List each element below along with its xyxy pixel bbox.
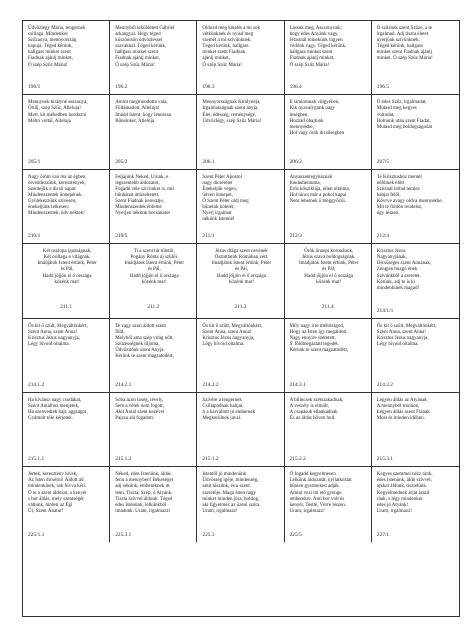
song-number: 212/3 xyxy=(289,233,302,240)
song-card-grid xyxy=(22,20,460,617)
song-number: 211/1 xyxy=(202,233,215,240)
song-card xyxy=(23,170,110,244)
song-card xyxy=(110,95,197,169)
song-text: Nagy öröm van ma az égben, örvendezzünk, keresztények, Szentejlik e dicső napot Mindenszentek ünnepének. Gyülekezzünk szívesen, énekeljünk lelkesen: Mindenszentek, üdv néktek! xyxy=(28,174,87,217)
song-number: 196.4 xyxy=(289,84,302,91)
song-text: Feljajúnk Neked, Urunk, e legszentebb áldozatot, Fogadd vele szívünket is, mit bűnbánat áttüzeltetett. Szent Fiadnak keresztje, Mindenszentek érdeme Nyerjen nékünk bocsánatot xyxy=(115,174,174,217)
song-number: 214/1/1 xyxy=(376,307,394,314)
song-text: Ó szűznek szent Szűze, a te írgalmad. Adj tiszta életet nyerjünk szívünknek. Téged kérünk, hallgass minket szent Fiadnak ajánlj minket. Ó szép Szűz Mária! xyxy=(376,26,433,62)
song-card xyxy=(110,467,197,541)
song-card xyxy=(23,319,110,393)
song-card xyxy=(110,170,197,244)
song-card xyxy=(23,95,110,169)
song-card xyxy=(197,170,284,244)
song-card xyxy=(285,170,372,244)
song-number: 215.3.1 xyxy=(376,456,393,463)
song-card xyxy=(197,319,284,393)
song-number: 210/1 xyxy=(28,233,41,240)
song-text: Anyaszentegyháznak fundamentuma, Erős kősziklája, ellen oltalma, Hol nincs már a pokol kapui Nem lehetnek ö meggyőzői. xyxy=(289,174,350,205)
song-card xyxy=(23,21,110,95)
song-text: Néked, édes Istenünk, áldás fenn a mennyben! Békeséget adj nékünk, embereknek itt lenn. Tiszta, Szép, ó Atyánk, Tiszta szívvel áldunk. Téged édes Istenünk, lelkünkből imádunk. Uram, irgalmazz! xyxy=(115,472,174,514)
song-card xyxy=(23,393,110,467)
song-text: Ős kit ő szült, Megváltónkért, Szent Anna, szent Anna! Krisztus Jézus nagyanyja, Légy hívoid oltalma. xyxy=(28,323,88,347)
song-text: Mennynek királyné asszonya, Örülj, szép Szűz, Alleluja! Mert, kit méhedben hordozni Méltó voltál, Alleluja xyxy=(28,100,88,124)
song-text: Te Krisztushoz mentél néhiinek előtt Szóznal ilóbal temjez habjai felől. Kövrve avagy oldva mennyekbe, Mit te földön rendelsz, úgy lészen. xyxy=(376,174,443,217)
song-text: Kegyes szemmel nézz ránk, édes Istenünk, áldó szívvel, ajkkal áldunk, tisztelünk. Kegyelmednek árját árazd ránk, s légy mindenkor édes jó Atyánk! Uram, irgalmazz! xyxy=(376,472,433,514)
song-text: Ha kívánsz nagy csodákat, Szent Antalhoz menjetek, Ha szenvedtek bajt, aggságot, Gyámolt tőle kérjetek. xyxy=(28,397,88,422)
song-text: Ó édes Szűz, irgalmadat, Mutasd meg kegyes voltodat, Holnunk után szent Fiadat, Mutasd meg boldogságodat xyxy=(376,100,433,130)
song-text: Mennyből lekűldetett Gábriel arkangyal. Hogy téged köszöntsön üdvözléssel szavakkal. Téged kérünk, hallgass minket szent Fiadnak ajánlj minket, Ó szép Szűz Mária! xyxy=(115,26,175,68)
song-number: 196/1 xyxy=(28,84,41,91)
song-text: Amint megmondotta vala, Föltámadott, Alleluja! Imádd Istent, hogy lennessa Bűneinket, Alleluja xyxy=(115,100,172,124)
song-number: 212/4 xyxy=(376,233,390,240)
song-number: 211.3 xyxy=(234,303,247,310)
song-number: 215.2.2 xyxy=(289,456,306,463)
song-card xyxy=(285,467,372,541)
song-text: Soha azon ínség, tévely, Sem a vétek nem fogott, Akit Antal szent kezével Pajzsa alá fogadott. xyxy=(115,397,165,422)
song-text: Krisztus Jézus Nagyanyjának, Dicsőséges szent Annának, Zengjen buzgó ének Szívünkből a szeretet. Kérünk, adj te is ki mindenkinek magad! xyxy=(376,249,432,291)
song-card xyxy=(372,467,459,541)
song-text: Szent Péter Apostol nagy dicséretet Énekeljük végen, üdven ünnepet, Ó Szent Péter oldj meg bűneink kötelét, Nyerj irgalmat nékünk Istennél xyxy=(202,174,249,223)
song-text: Szívére a tengernek Csillapodnak habjai, S a kárvallott jó embernek Megkerülnek javai. xyxy=(202,397,256,422)
song-text: E siralomnak völgyében, Kik nyavalygunk nagy inségben, Hozzád óhajtunk mennyekbe, Hol vagy örök dicsőségben xyxy=(289,100,345,136)
song-card xyxy=(23,467,110,541)
song-card xyxy=(372,244,459,318)
song-number: 211.2 xyxy=(147,303,160,310)
song-number: 205/1 xyxy=(28,158,41,165)
song-card xyxy=(110,319,197,393)
song-card xyxy=(285,319,372,393)
song-card xyxy=(110,393,197,467)
song-card xyxy=(23,244,110,318)
song-card xyxy=(197,467,284,541)
song-text: A bilincsek szétszakadnak, A veszély is elmúlt, A csapások ellankadnak És az áldás bőven hull. xyxy=(289,397,344,422)
song-number: 196.5 xyxy=(376,84,389,91)
song-card xyxy=(372,393,459,467)
song-text: Te vagy azon áldott szent föld, Melyből ama szép virág nőtt, Szűzességnek liljoma, Üdvözítőnk szent Anyja. Kérünk te szent magzatodért, xyxy=(115,323,174,359)
song-text: Míly nagy a te méltóságod, Hogy az Isten így megáldott. Nagy ennyire szeretett, S' földmegáztatt tegedet. Kérünk te szent magzatodért, xyxy=(289,323,349,353)
song-number: 206.1 xyxy=(202,158,215,165)
song-number: 214.2.1 xyxy=(115,381,132,388)
song-number: 211.4 xyxy=(321,303,334,310)
song-text: Oldozd meg kötelét a mi sok vétkünknek és nyisd meg szemét a mi szívünknek. Téged kérünk, hallgass minket szent Fiadnak ajánlj minket, Ó szép Szűz Mária! xyxy=(202,26,261,68)
song-text: Ti a szent hit tűletői, Pogány Róma új szülői. Imádjátok Istent értünk, Péter és Pál, Hadd jöjjön el ő országa közénk mar! xyxy=(124,249,184,285)
song-text: Üdvözlégy Mária, tengernek csillaga. Mindenkor Szűzanya, mennyország kapuja. Téged kérünk, hallgass minket szent Fiadnak ajánlj minket, Ó szép Szűz Mária! xyxy=(28,26,86,68)
song-text: Legyen áldás az Atyának A mennyből trónnon, Légyen áldás szent Fiának Most és minden időben. xyxy=(376,397,430,422)
song-card xyxy=(110,244,197,318)
song-number: 225/1.1 xyxy=(28,531,45,538)
song-number: 215.1.1 xyxy=(28,456,45,463)
song-number: 205/2 xyxy=(115,158,128,165)
song-number: 225/5 xyxy=(289,531,302,538)
song-card xyxy=(285,21,372,95)
song-card xyxy=(197,244,284,318)
song-text: Jézus drága szent nevének Osztottatok Rómában vért. Imádjátok Istent értünk, Péter és Pál, Hadd jöjjön el ő országa közénk mar! xyxy=(211,249,272,285)
song-card xyxy=(372,95,459,169)
song-card xyxy=(372,21,459,95)
song-text: Örök ünnepi koronánok, Jézus szava boldogságnak. Imádjátok Istent értünk, Péter és Pál, Hadd jöjjön el ő országa közénk mar! xyxy=(298,249,359,285)
song-text: Jertek, keresztény hívek, Az Isten dicsérni! Áldott ád mindenkinek, sok hívva kéri. Ó te a szent áldozat, a kenyér s bor áldás, mely szentségét váltunk, hirdeti az Égi Úr, Szent Ánatur! xyxy=(28,472,87,514)
song-number: 225.3 xyxy=(202,531,215,538)
song-number: 207/5 xyxy=(376,158,390,165)
song-number: 214.1.2 xyxy=(28,381,45,388)
song-number: 214.3.1 xyxy=(289,381,306,388)
song-card xyxy=(372,170,459,244)
song-card xyxy=(197,21,284,95)
song-number: 196.3 xyxy=(202,84,215,91)
song-number: 214.2.2 xyxy=(202,381,219,388)
song-card xyxy=(285,95,372,169)
song-number: 196.2 xyxy=(115,84,128,91)
song-card xyxy=(285,244,372,318)
song-number: 215.1.2 xyxy=(202,456,219,463)
song-card xyxy=(372,319,459,393)
song-number: 227/1 xyxy=(376,531,390,538)
song-text: Ős kit ő szült, Megváltónkért, Szent Anna, szent Anna! Krisztus Jézus nagyanyja, Légy hívoid oltalma. xyxy=(202,323,263,347)
song-number: 206/2 xyxy=(289,158,302,165)
song-text: Ó fogadd kegyelmesen Lelkünk áldozatát, nyilatkoztat bűnien gyermeked adják. Amint vezi mi ető gyenge emberekre. Ami bor volt és kenyér, Testté, Vérré lészen. Uram, irgalmazz! xyxy=(289,472,352,514)
song-number: 214.3.2 xyxy=(376,381,393,388)
song-number: 215.1.2 xyxy=(115,456,132,463)
song-text: Istentől jó mindenünk Üdvösség igéje, mindenség, amit hiszünk, és a szent szeretője. Maga Isten nagy minket minden jóra, boldog, aki figyelmez az üzeni szóra. Uram, irgalmazz! xyxy=(202,472,261,514)
song-card xyxy=(285,393,372,467)
song-text: Két oszlopa igazságnak, Két csillaga e világnak. Imádjátok Istent értünk, Péter és Pál, Hadd jöjjön el ő országa közénk mar! xyxy=(37,249,97,285)
song-card xyxy=(197,393,284,467)
song-number: 211.1 xyxy=(60,303,73,310)
song-text: Ős kit ő szült, Megváltónkért, Szent Anna, szent Anna! Krisztus Jézus nagyanyja, Légy hívoid oltalma. xyxy=(376,323,437,347)
song-text: Mennyországnak Királynéja, Irgalmasságnak szent anyja, Élet, édesség, reménységé, Üdvözlégy, szép Szűz Mária! xyxy=(202,100,262,124)
song-card xyxy=(197,95,284,169)
song-card xyxy=(110,21,197,95)
song-number: 225.3.1 xyxy=(115,531,132,538)
song-number: 210/5 xyxy=(115,233,128,240)
song-text: Lássuk meg, Asszonyunk; hogy édes Anyánk vagy, Jézusnál minekünk ingyen védőnk vagy. Téged kérünk, hallgass minket szent Fiadnak ajánlj minket, Ó szép Szűz Mária! xyxy=(289,26,347,68)
